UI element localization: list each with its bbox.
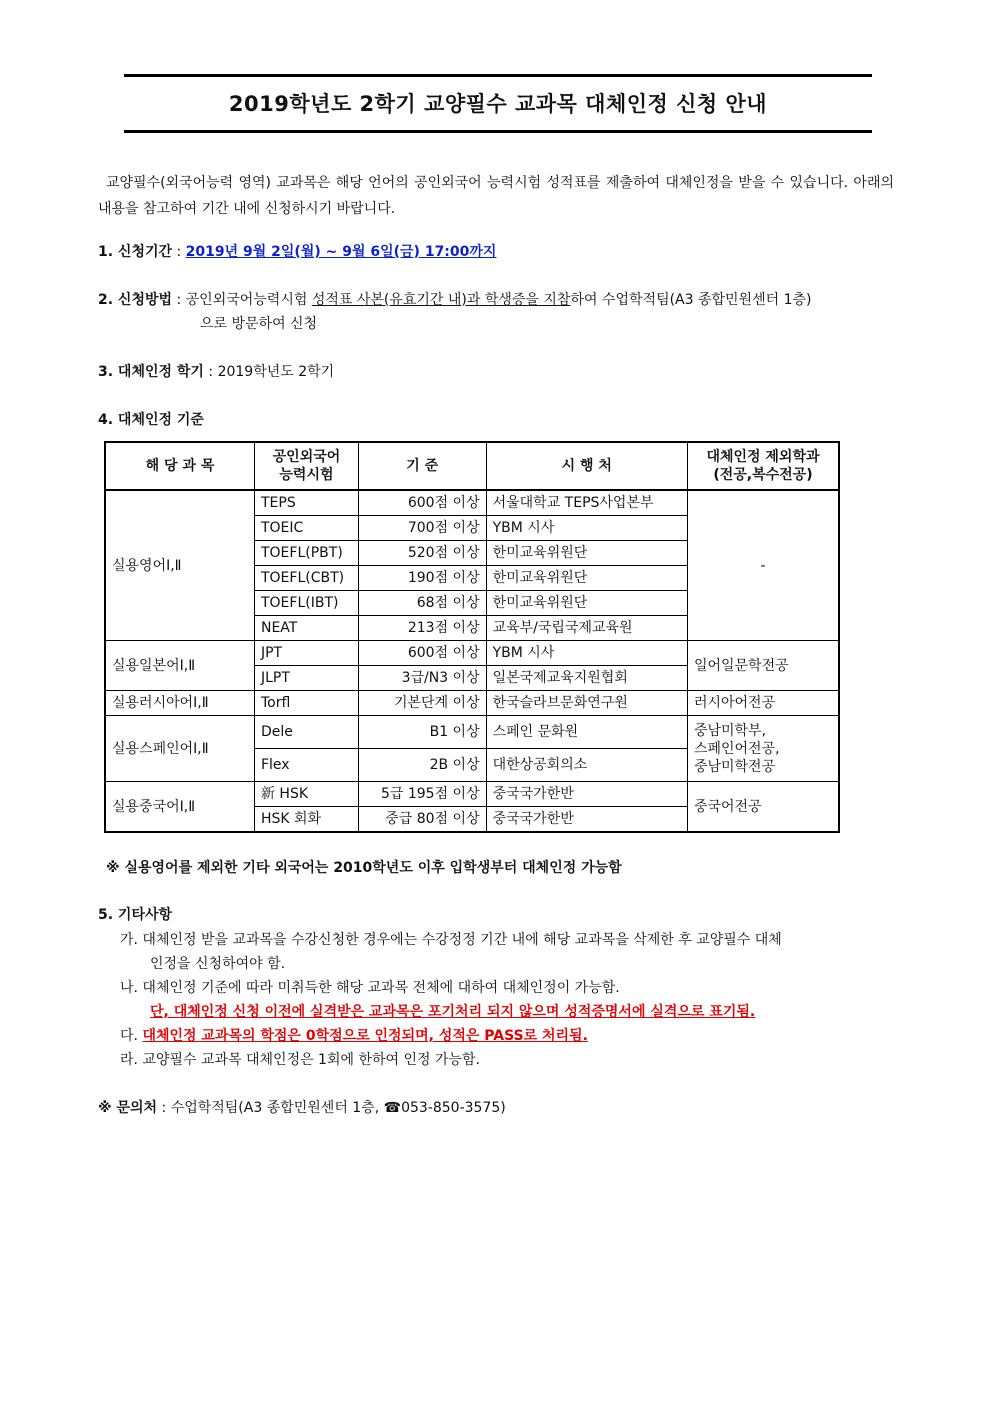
excluded-spanish — [687, 716, 839, 782]
page-title: 2019학년도 2학기 교양필수 교과목 대체인정 신청 안내 — [228, 92, 768, 116]
header-criteria: 기 준 — [358, 442, 486, 490]
header-subject: 해 당 과 목 — [105, 442, 254, 490]
section-period-label: 1. 신청기간 — [98, 244, 173, 260]
other-item-ra: 라. 교양필수 교과목 대체인정은 1회에 한하여 인정 가능함. — [120, 1052, 481, 1068]
section-method-sep: : — [172, 292, 186, 308]
org-cell: 한국슬라브문화연구원 — [486, 691, 687, 716]
criteria-cell: 3급/N3 이상 — [358, 666, 486, 691]
criteria-cell: 600점 이상 — [358, 490, 486, 516]
criteria-cell: B1 이상 — [358, 716, 486, 749]
criteria-cell: 520점 이상 — [358, 541, 486, 566]
table-row — [105, 641, 839, 666]
excluded-spanish-line1: 중남미학부, — [693, 722, 767, 739]
org-cell: 스페인 문화원 — [486, 716, 687, 749]
criteria-cell: 190점 이상 — [358, 566, 486, 591]
section-method-text-c: 하여 수업학적팀(A3 종합민원센터 1층) — [570, 292, 812, 308]
section-period-value: 2019년 9월 2일(월) ~ 9월 6일(금) 17:00까지 — [185, 244, 497, 260]
other-item-da-prefix: 다. — [120, 1028, 143, 1044]
org-cell: 일본국제교육지원협회 — [486, 666, 687, 691]
other-item-na-line2: 단, 대체인정 신청 이전에 실격받은 교과목은 포기처리 되지 않으며 성적증명서에 실격으로 표기됨. — [150, 1004, 756, 1020]
other-item-ga-line1: 가. 대체인정 받을 교과목을 수강신청한 경우에는 수강정정 기간 내에 해당 교과목을 삭제한 후 교양필수 대체 — [120, 932, 782, 948]
excluded-chinese: 중국어전공 — [687, 782, 839, 833]
section-method-label: 2. 신청방법 — [98, 292, 173, 308]
other-item-da — [120, 1024, 588, 1048]
org-cell: 서울대학교 TEPS사업본부 — [486, 490, 687, 516]
criteria-cell: 2B 이상 — [358, 749, 486, 782]
test-cell: Torfl — [254, 691, 358, 716]
excluded-spanish-line3: 중남미학전공 — [693, 758, 776, 775]
header-test-line2: 능력시험 — [279, 467, 334, 483]
table-header-row — [105, 442, 839, 490]
excluded-japanese: 일어일문학전공 — [687, 641, 839, 691]
test-cell: TOEFL(PBT) — [254, 541, 358, 566]
header-test — [254, 442, 358, 490]
test-cell: TOEFL(IBT) — [254, 591, 358, 616]
criteria-cell: 700점 이상 — [358, 516, 486, 541]
excluded-spanish-line2: 스페인어전공, — [693, 740, 780, 757]
table-row — [105, 782, 839, 807]
test-cell: TEPS — [254, 490, 358, 516]
title-top-rule — [124, 74, 872, 77]
section-criteria-label: 4. 대체인정 기준 — [98, 412, 204, 428]
section-semester-value: 2019학년도 2학기 — [217, 364, 335, 380]
contact-sep: : — [157, 1100, 171, 1116]
section-semester — [98, 360, 334, 384]
test-cell: JPT — [254, 641, 358, 666]
section-method — [98, 288, 894, 312]
section-method-line2: 으로 방문하여 신청 — [200, 316, 318, 332]
intro-paragraph: 교양필수(외국어능력 영역) 교과목은 해당 언어의 공인외국어 능력시험 성적표를 제출하여 대체인정을 받을 수 있습니다. 아래의 내용을 참고하여 기간 내에 신청하시기 바랍니다. — [98, 175, 894, 217]
criteria-cell: 중급 80점 이상 — [358, 807, 486, 833]
criteria-cell: 68점 이상 — [358, 591, 486, 616]
subject-japanese: 실용일본어Ⅰ,Ⅱ — [105, 641, 254, 691]
title-bottom-rule — [124, 130, 872, 133]
test-cell: 新 HSK — [254, 782, 358, 807]
section-method-text-b: 성적표 사본(유효기간 내)과 학생증을 지참 — [311, 292, 571, 308]
section-other-label: 5. 기타사항 — [98, 907, 173, 923]
subject-chinese: 실용중국어Ⅰ,Ⅱ — [105, 782, 254, 833]
contact-label: ※ 문의처 — [98, 1100, 158, 1116]
excluded-russian: 러시아어전공 — [687, 691, 839, 716]
other-item-ga-line2: 인정을 신청하여야 함. — [150, 956, 286, 972]
section-semester-sep: : — [203, 364, 218, 380]
subject-russian: 실용러시아어Ⅰ,Ⅱ — [105, 691, 254, 716]
org-cell: 대한상공회의소 — [486, 749, 687, 782]
test-cell: JLPT — [254, 666, 358, 691]
contact-value: 수업학적팀(A3 종합민원센터 1층, ☎053-850-3575) — [170, 1100, 506, 1116]
section-semester-label: 3. 대체인정 학기 — [98, 364, 204, 380]
other-item-na-line1: 나. 대체인정 기준에 따라 미취득한 해당 교과목 전체에 대하여 대체인정이 가능함. — [120, 980, 620, 996]
contact-line — [98, 1096, 506, 1120]
other-item-da-text: 대체인정 교과목의 학점은 0학점으로 인정되며, 성적은 PASS로 처리됨. — [142, 1028, 588, 1044]
test-cell: TOEIC — [254, 516, 358, 541]
section-method-text-a: 공인외국어능력시험 — [185, 292, 312, 308]
criteria-cell: 기본단계 이상 — [358, 691, 486, 716]
table-row — [105, 716, 839, 749]
criteria-cell: 5급 195점 이상 — [358, 782, 486, 807]
header-test-line1: 공인외국어 — [272, 449, 341, 465]
org-cell: 중국국가한반 — [486, 807, 687, 833]
org-cell: YBM 시사 — [486, 641, 687, 666]
criteria-table — [104, 441, 840, 833]
org-cell: YBM 시사 — [486, 516, 687, 541]
header-excluded-line2: (전공,복수전공) — [713, 467, 813, 483]
criteria-cell: 600점 이상 — [358, 641, 486, 666]
test-cell: TOEFL(CBT) — [254, 566, 358, 591]
test-cell: NEAT — [254, 616, 358, 641]
excluded-english: - — [687, 490, 839, 641]
table-note: ※ 실용영어를 제외한 기타 외국어는 2010학년도 이후 입학생부터 대체인정 가능함 — [106, 860, 622, 876]
header-excluded-line1: 대체인정 제외학과 — [706, 449, 820, 465]
table-row — [105, 490, 839, 516]
org-cell: 한미교육위원단 — [486, 566, 687, 591]
org-cell: 중국국가한반 — [486, 782, 687, 807]
section-period-sep: : — [172, 244, 186, 260]
subject-english: 실용영어Ⅰ,Ⅱ — [105, 490, 254, 641]
org-cell: 한미교육위원단 — [486, 541, 687, 566]
subject-spanish: 실용스페인어Ⅰ,Ⅱ — [105, 716, 254, 782]
header-org: 시 행 처 — [486, 442, 687, 490]
test-cell: Flex — [254, 749, 358, 782]
org-cell: 교육부/국립국제교육원 — [486, 616, 687, 641]
section-period — [98, 240, 496, 264]
test-cell: Dele — [254, 716, 358, 749]
criteria-cell: 213점 이상 — [358, 616, 486, 641]
org-cell: 한미교육위원단 — [486, 591, 687, 616]
test-cell: HSK 회화 — [254, 807, 358, 833]
header-excluded — [687, 442, 839, 490]
table-row — [105, 691, 839, 716]
